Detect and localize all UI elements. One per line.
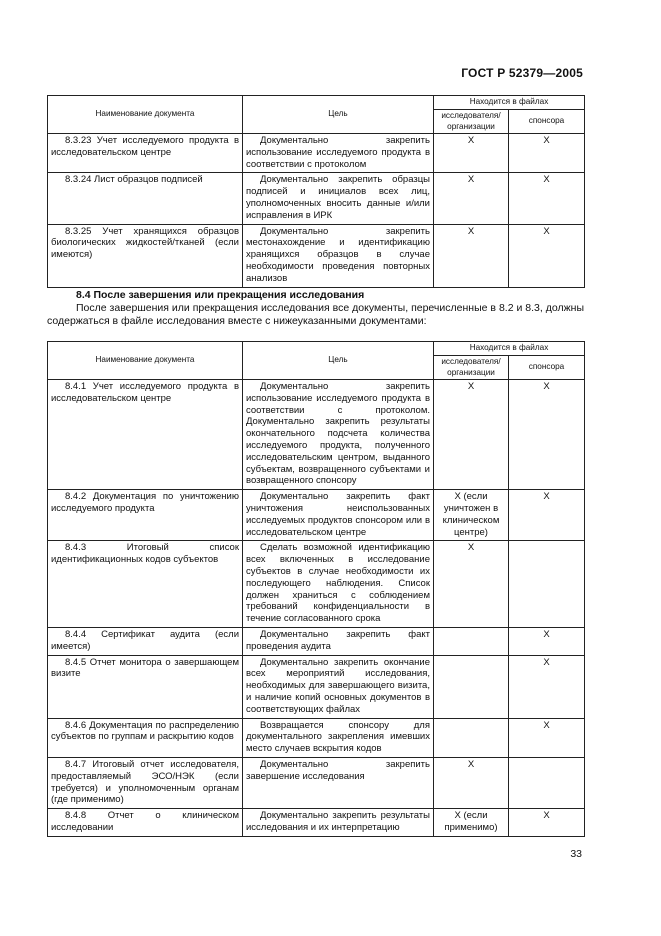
col-header-purpose: Цель: [243, 342, 434, 380]
cell-purpose: Сделать возможной идентификацию всех включенных в исследование субъектов в случае необходимости их последующего наблюдения. Список должен храниться с соблюдением требований конфиденциальности в течение согласованного срока: [243, 541, 434, 628]
cell-investigator-mark: X (если уничтожен в клиническом центре): [434, 490, 509, 541]
table-row: [48, 380, 585, 490]
table-row: [48, 655, 585, 718]
col-header-sponsor: спонсора: [509, 356, 585, 380]
cell-investigator-mark: X: [434, 541, 509, 628]
section-paragraph: После завершения или прекращения исследования все документы, перечисленные в 8.2 и 8.3, должны содержаться в файле исследования вместе с нижеуказанными документами:: [47, 302, 584, 327]
cell-document-name: 8.3.24 Лист образцов подписей: [48, 173, 243, 224]
cell-investigator-mark: [434, 627, 509, 655]
cell-purpose: Документально закрепить завершение исследования: [243, 757, 434, 808]
table-row: [48, 627, 585, 655]
cell-document-name: 8.4.7 Итоговый отчет исследователя, предоставляемый ЭСО/НЭК (если требуется) и уполномоченным органам (где применимо): [48, 757, 243, 808]
documents-table-8-3: [47, 95, 585, 288]
cell-investigator-mark: X: [434, 224, 509, 287]
cell-document-name: 8.4.4 Сертификат аудита (если имеется): [48, 627, 243, 655]
table-row: [48, 541, 585, 628]
cell-sponsor-mark: X: [509, 809, 585, 837]
cell-document-name: 8.4.2 Документация по уничтожению исследуемого продукта: [48, 490, 243, 541]
cell-purpose: Возвращается спонсору для документального закрепления имевших место случаев вскрытия кодов: [243, 718, 434, 757]
col-header-in-files: Находится в файлах: [434, 342, 585, 356]
cell-purpose: Документально закрепить результаты исследования и их интерпретацию: [243, 809, 434, 837]
col-header-investigator: исследователя/ организации: [434, 110, 509, 134]
documents-table-8-4: [47, 341, 585, 837]
cell-investigator-mark: X: [434, 173, 509, 224]
cell-investigator-mark: X: [434, 380, 509, 490]
cell-investigator-mark: [434, 655, 509, 718]
table-row: [48, 718, 585, 757]
table-row: [48, 224, 585, 287]
cell-sponsor-mark: X: [509, 655, 585, 718]
cell-sponsor-mark: X: [509, 380, 585, 490]
cell-sponsor-mark: X: [509, 224, 585, 287]
section-title: 8.4 После завершения или прекращения исследования: [76, 289, 365, 301]
cell-purpose: Документально закрепить использование исследуемого продукта в соответствии с протоколом. Документально закрепить результаты окончательного подсчета количества исследуемого продукта, полученного исследовательским центром, выданного субъектам, возвращенного субъектами и возвращенного спонсору: [243, 380, 434, 490]
col-header-purpose: Цель: [243, 96, 434, 134]
col-header-name: Наименование документа: [48, 342, 243, 380]
table-row: [48, 490, 585, 541]
col-header-in-files: Находится в файлах: [434, 96, 585, 110]
cell-sponsor-mark: X: [509, 134, 585, 173]
cell-purpose: Документально закрепить местонахождение и идентификацию хранящихся образцов в случае необходимости проведения повторных анализов: [243, 224, 434, 287]
cell-sponsor-mark: X: [509, 173, 585, 224]
col-header-name: Наименование документа: [48, 96, 243, 134]
cell-document-name: 8.3.25 Учет хранящихся образцов биологических жидкостей/тканей (если имеются): [48, 224, 243, 287]
cell-investigator-mark: X: [434, 757, 509, 808]
col-header-investigator: исследователя/ организации: [434, 356, 509, 380]
cell-document-name: 8.4.8 Отчет о клиническом исследовании: [48, 809, 243, 837]
table-row: [48, 134, 585, 173]
table-row: [48, 809, 585, 837]
page-number: 33: [570, 848, 582, 860]
cell-sponsor-mark: X: [509, 490, 585, 541]
cell-purpose: Документально закрепить использование исследуемого продукта в соответствии с протоколом: [243, 134, 434, 173]
cell-document-name: 8.4.5 Отчет монитора о завершающем визите: [48, 655, 243, 718]
cell-purpose: Документально закрепить образцы подписей и инициалов всех лиц, уполномоченных вносить данные и/или исправления в ИРК: [243, 173, 434, 224]
table-row: [48, 757, 585, 808]
cell-purpose: Документально закрепить факт проведения аудита: [243, 627, 434, 655]
cell-purpose: Документально закрепить окончание всех мероприятий исследования, необходимых для завершающего визита, и наличие копий основных документов в соответствующих файлах: [243, 655, 434, 718]
cell-document-name: 8.4.1 Учет исследуемого продукта в исследовательском центре: [48, 380, 243, 490]
cell-sponsor-mark: [509, 541, 585, 628]
cell-sponsor-mark: X: [509, 627, 585, 655]
cell-sponsor-mark: X: [509, 718, 585, 757]
cell-document-name: 8.3.23 Учет исследуемого продукта в исследовательском центре: [48, 134, 243, 173]
cell-investigator-mark: X (если применимо): [434, 809, 509, 837]
cell-purpose: Документально закрепить факт уничтожения неиспользованных исследуемых продуктов спонсором или в исследовательском центре: [243, 490, 434, 541]
cell-sponsor-mark: [509, 757, 585, 808]
cell-document-name: 8.4.3 Итоговый список идентификационных кодов субъектов: [48, 541, 243, 628]
cell-investigator-mark: [434, 718, 509, 757]
table-row: [48, 173, 585, 224]
cell-document-name: 8.4.6 Документация по распределению субъектов по группам и раскрытию кодов: [48, 718, 243, 757]
col-header-sponsor: спонсора: [509, 110, 585, 134]
document-id: ГОСТ Р 52379—2005: [461, 66, 583, 80]
cell-investigator-mark: X: [434, 134, 509, 173]
